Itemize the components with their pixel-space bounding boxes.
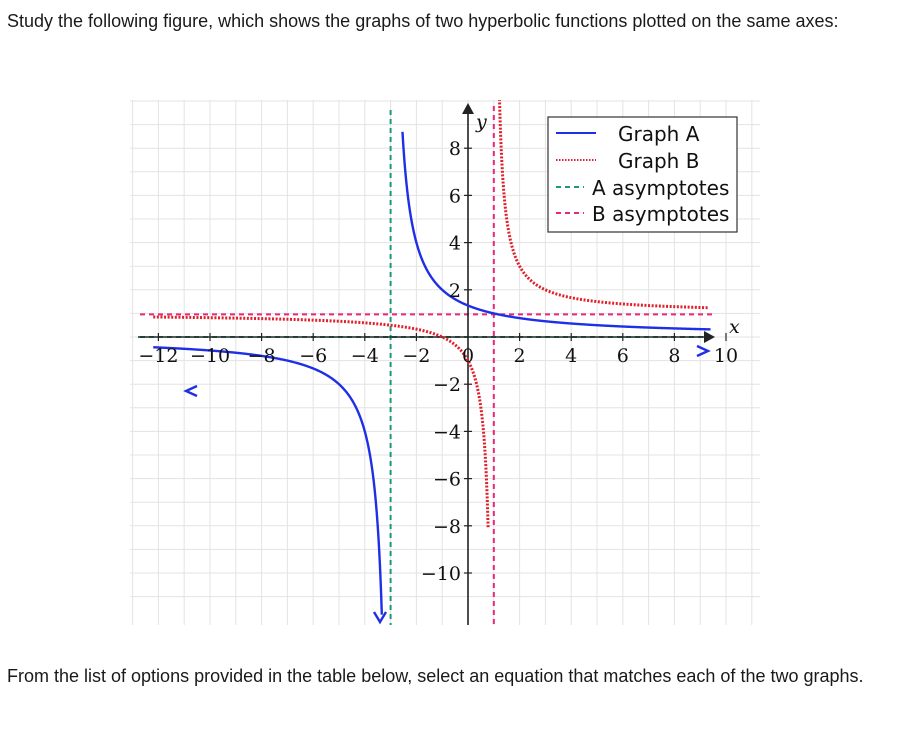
y-tick-label: 2 xyxy=(448,279,461,302)
x-tick-label: 0 xyxy=(461,345,475,367)
y-tick-label: −10 xyxy=(420,563,461,585)
x-tick-label: 2 xyxy=(513,345,526,367)
question-intro: Study the following figure, which shows the graphs of two hyperbolic functions plotted on the same axes: xyxy=(7,11,839,31)
question-outro: From the list of options provided in the table below, select an equation that matches each of the two graphs. xyxy=(7,666,864,686)
y-tick-label: 8 xyxy=(448,138,461,161)
x-tick-label: −12 xyxy=(138,345,179,367)
x-tick-label: 8 xyxy=(668,345,681,367)
x-tick-label: 4 xyxy=(565,345,578,367)
x-tick-label: 6 xyxy=(616,345,629,367)
x-tick-label: −6 xyxy=(299,345,328,367)
x-tick-label: −2 xyxy=(402,345,431,367)
y-tick-label: −2 xyxy=(432,374,461,397)
y-tick-label: 6 xyxy=(448,185,461,208)
y-tick-label: 4 xyxy=(448,232,461,255)
x-tick-label: −8 xyxy=(247,345,276,367)
graph-a-right-arrow-icon xyxy=(697,346,708,356)
x-tick-label: 10 xyxy=(713,345,739,367)
graph-a-left-branch xyxy=(153,347,382,614)
legend-label-a-asymptotes: A asymptotes xyxy=(592,176,730,200)
x-axis-arrow-icon xyxy=(704,331,715,343)
y-tick-label: −8 xyxy=(432,515,461,538)
y-axis-arrow-icon xyxy=(462,103,474,114)
y-tick-label: −6 xyxy=(432,468,461,491)
graph-a-left-arrow-icon xyxy=(186,386,197,396)
x-tick-label: −4 xyxy=(350,345,379,367)
graph-a-down-arrow-icon xyxy=(374,612,386,622)
legend-label-graph-a: Graph A xyxy=(618,122,700,146)
legend-label-graph-b: Graph B xyxy=(618,149,700,173)
x-tick-label: −10 xyxy=(189,345,231,367)
legend-label-b-asymptotes: B asymptotes xyxy=(592,202,730,226)
y-tick-label: −4 xyxy=(432,421,461,444)
chart-legend xyxy=(548,117,737,232)
y-axis-label: y xyxy=(476,111,487,133)
x-axis-label: x xyxy=(729,316,740,338)
